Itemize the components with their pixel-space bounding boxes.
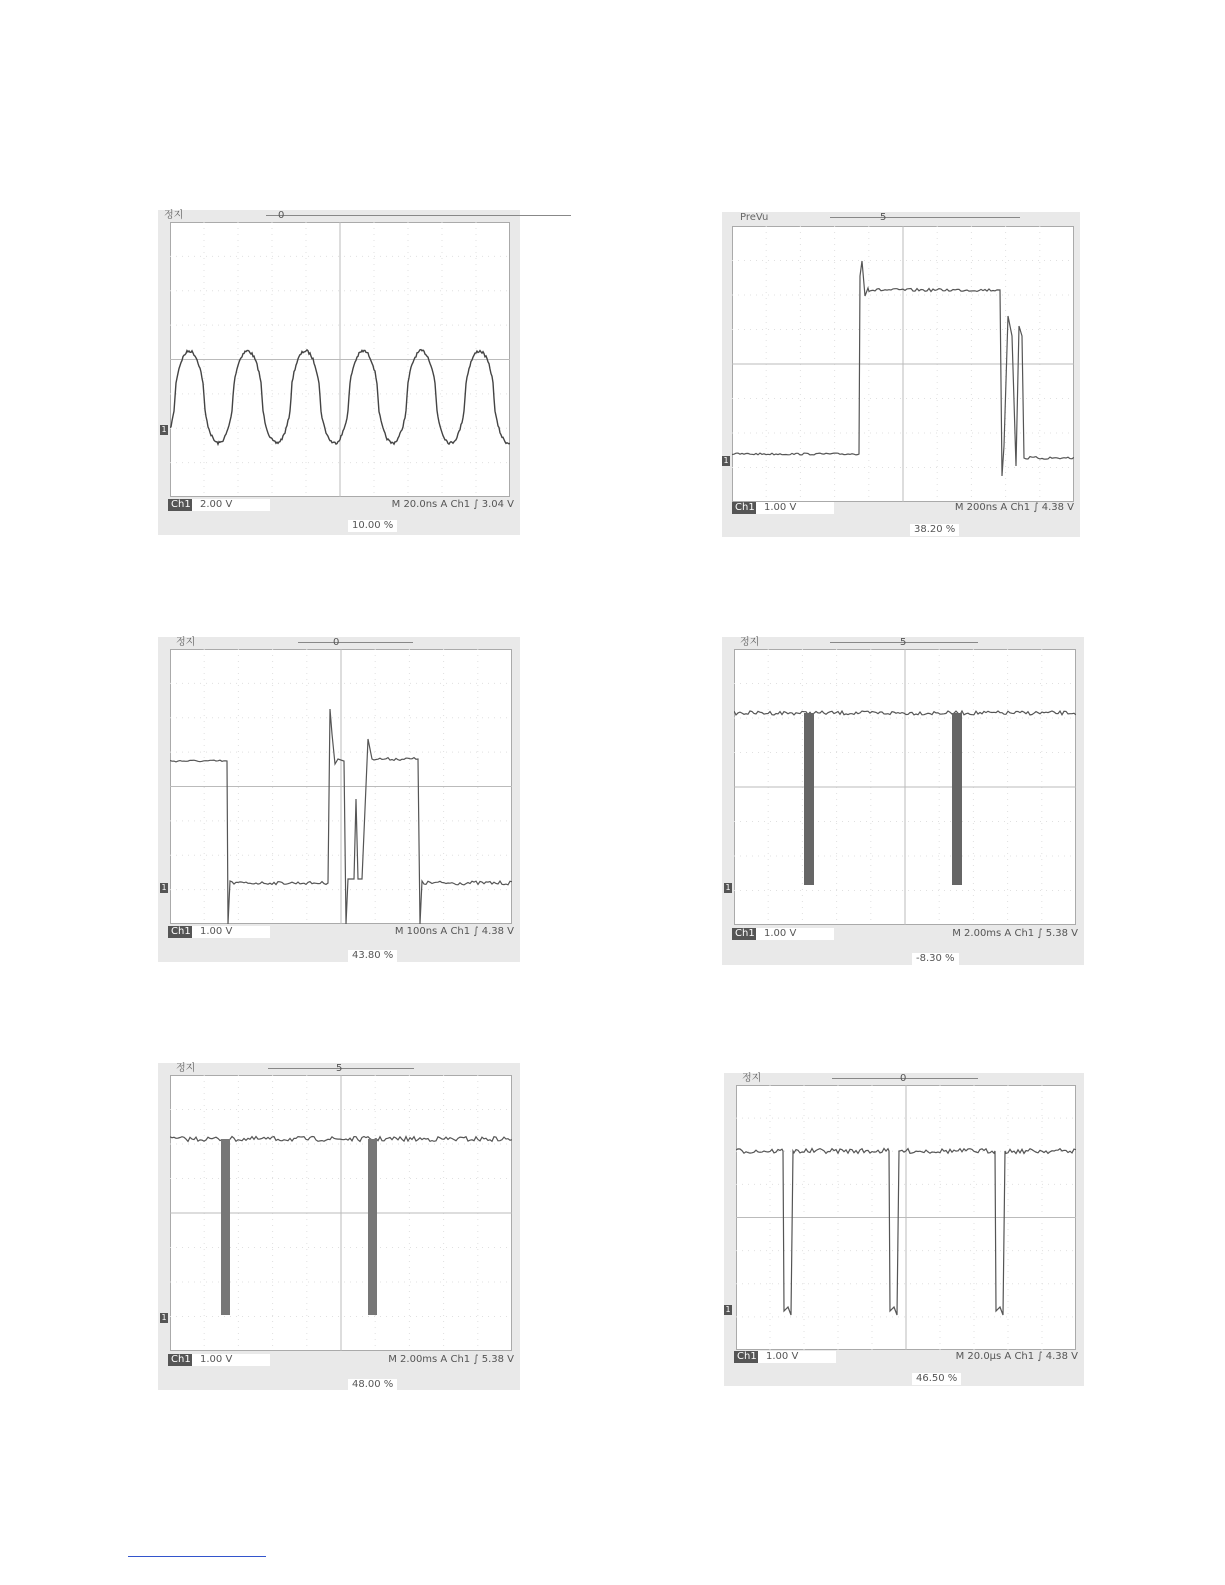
channel-tag: Ch1 (168, 1354, 194, 1366)
burst-region (368, 1139, 377, 1315)
channel-tag: Ch1 (734, 1351, 760, 1363)
volts-per-div: 1.00 V (192, 926, 270, 938)
scope-screen (170, 1075, 512, 1351)
scope-screen (170, 649, 512, 924)
burst-region (804, 713, 814, 885)
channel-tag: Ch1 (732, 502, 758, 514)
footer-link-underline (128, 1556, 266, 1557)
scope-status: 정지 (742, 1073, 762, 1084)
trigger-position-label: 5 (880, 212, 887, 223)
scope-status: 정지 (740, 637, 760, 648)
timebase-trigger-settings: M 20.0ns A Ch1 ∫ 3.04 V (391, 499, 514, 510)
scope-bottombar (158, 926, 520, 940)
trigger-percent: 43.80 % (348, 950, 397, 962)
trigger-percent: 38.20 % (910, 524, 959, 536)
scope-screen (170, 222, 510, 497)
scope-status: 정지 (164, 210, 184, 221)
ground-marker-icon: 1 (161, 883, 167, 892)
timebase-trigger-settings: M 2.00ms A Ch1 ∫ 5.38 V (388, 1354, 514, 1365)
scope-screen (732, 226, 1074, 502)
channel-tag: Ch1 (168, 499, 194, 511)
scope-bottombar (722, 928, 1084, 942)
scope-bottombar (724, 1351, 1084, 1365)
trigger-position-label: 0 (278, 210, 285, 221)
ground-marker-icon: 1 (161, 1313, 167, 1322)
channel-tag: Ch1 (168, 926, 194, 938)
trigger-position-label: 5 (900, 637, 907, 648)
ground-marker-icon: 1 (725, 1305, 731, 1314)
trigger-position-bar (266, 215, 571, 216)
trigger-position-label: 5 (336, 1063, 343, 1074)
trigger-percent: 46.50 % (912, 1373, 961, 1385)
timebase-trigger-settings: M 100ns A Ch1 ∫ 4.38 V (394, 926, 514, 937)
oscilloscope-capture-5 (158, 1063, 520, 1390)
volts-per-div: 1.00 V (192, 1354, 270, 1366)
scope-status: 정지 (176, 637, 196, 648)
oscilloscope-capture-3 (158, 637, 520, 962)
burst-region (952, 713, 962, 885)
scope-bottombar (158, 1354, 520, 1368)
trigger-position-label: 0 (333, 637, 340, 648)
oscilloscope-capture-2 (722, 212, 1080, 537)
scope-bottombar (722, 502, 1080, 516)
ground-marker-icon: 1 (161, 425, 167, 434)
scope-status: PreVu (740, 212, 769, 223)
timebase-trigger-settings: M 20.0µs A Ch1 ∫ 4.38 V (955, 1351, 1078, 1362)
oscilloscope-capture-4 (722, 637, 1084, 965)
trigger-position-label: 0 (900, 1073, 907, 1084)
oscilloscope-capture-1 (158, 210, 520, 535)
trigger-percent: 10.00 % (348, 520, 397, 532)
burst-region (221, 1139, 230, 1315)
volts-per-div: 1.00 V (756, 502, 834, 514)
trigger-position-bar (830, 217, 1020, 218)
timebase-trigger-settings: M 2.00ms A Ch1 ∫ 5.38 V (952, 928, 1078, 939)
trigger-percent: -8.30 % (912, 953, 959, 965)
trigger-position-bar (298, 642, 413, 643)
ground-marker-icon: 1 (725, 883, 731, 892)
scope-screen (736, 1085, 1076, 1350)
scope-screen (734, 649, 1076, 925)
volts-per-div: 1.00 V (758, 1351, 836, 1363)
timebase-trigger-settings: M 200ns A Ch1 ∫ 4.38 V (954, 502, 1074, 513)
trigger-percent: 48.00 % (348, 1379, 397, 1391)
scope-bottombar (158, 499, 520, 513)
channel-tag: Ch1 (732, 928, 758, 940)
volts-per-div: 2.00 V (192, 499, 270, 511)
oscilloscope-capture-6 (724, 1073, 1084, 1386)
volts-per-div: 1.00 V (756, 928, 834, 940)
ground-marker-icon: 1 (723, 456, 729, 465)
scope-status: 정지 (176, 1063, 196, 1074)
